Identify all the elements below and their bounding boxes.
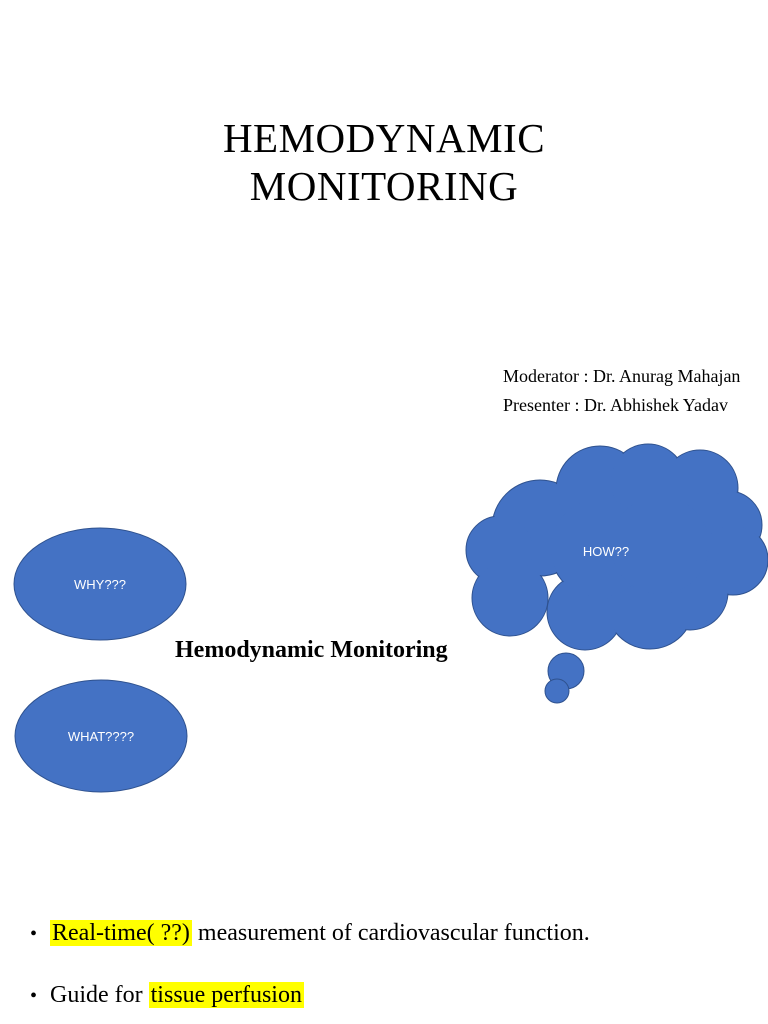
how-label: HOW?? xyxy=(582,544,630,559)
presenter-line: Presenter : Dr. Abhishek Yadav xyxy=(503,395,728,415)
bullet-text: Guide for xyxy=(50,982,149,1008)
bullet-text: measurement of cardiovascular function. xyxy=(191,920,590,946)
thought-bubble-tiny xyxy=(545,679,569,703)
highlighted-text: Real-time( ??) xyxy=(52,920,190,946)
title-line-2: MONITORING xyxy=(249,163,519,209)
why-oval xyxy=(14,528,186,640)
what-label: WHAT???? xyxy=(67,729,135,744)
bullet-item-1 xyxy=(30,917,590,950)
title-line-1: HEMODYNAMIC xyxy=(222,115,546,161)
center-heading: Hemodynamic Monitoring xyxy=(175,637,448,663)
why-label: WHY??? xyxy=(73,577,127,592)
what-oval xyxy=(15,680,187,792)
bullet-marker: • xyxy=(30,923,38,945)
how-thought-cloud xyxy=(466,444,768,703)
moderator-line: Moderator : Dr. Anurag Mahajan xyxy=(503,366,741,386)
bullet-item-2 xyxy=(30,979,304,1012)
bullet-marker: • xyxy=(30,985,38,1007)
highlighted-text: tissue perfusion xyxy=(150,982,302,1008)
